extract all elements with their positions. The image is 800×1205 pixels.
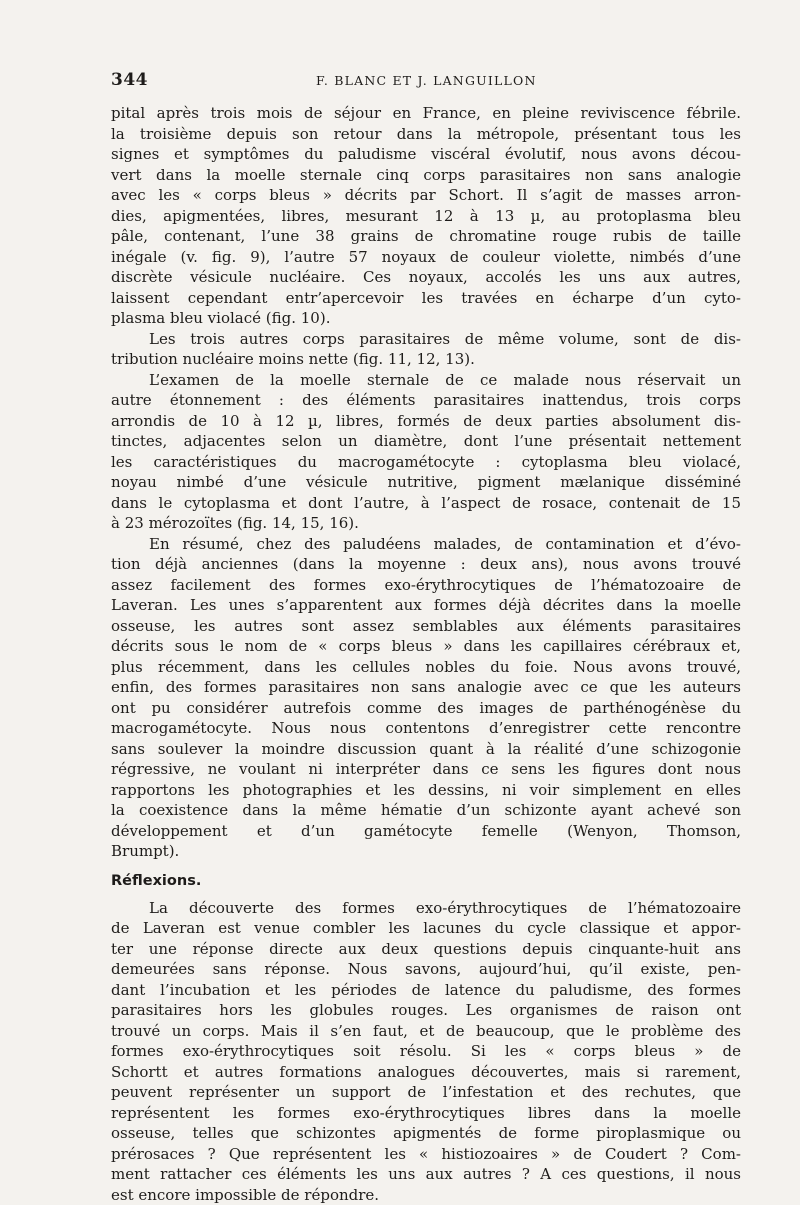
body-text <box>111 103 741 1205</box>
text-line: plasma bleu violacé (fig. 10). <box>111 308 741 329</box>
text-line: arrondis de 10 à 12 µ, libres, formés de deux parties absolument dis- <box>111 411 741 432</box>
text-line: ont pu considérer autrefois comme des images de parthénogénèse du <box>111 698 741 719</box>
text-line: plus récemment, dans les cellules nobles du foie. Nous avons trouvé, <box>111 657 741 678</box>
text-line: Laveran. Les unes s’apparentent aux formes déjà décrites dans la moelle <box>111 595 741 616</box>
paragraph <box>111 329 741 370</box>
text-line: ter une réponse directe aux deux questions depuis cinquante-huit ans <box>111 939 741 960</box>
text-line: décrits sous le nom de « corps bleus » dans les capillaires cérébraux et, <box>111 636 741 657</box>
paragraph <box>111 534 741 862</box>
text-line: macrogamétocyte. Nous nous contentons d’enregistrer cette rencontre <box>111 718 741 739</box>
text-line: vert dans la moelle sternale cinq corps parasitaires non sans analogie <box>111 165 741 186</box>
text-line: discrète vésicule nucléaire. Ces noyaux, accolés les uns aux autres, <box>111 267 741 288</box>
text-line: dant l’incubation et les périodes de latence du paludisme, des formes <box>111 980 741 1001</box>
text-line: autre étonnement : des éléments parasitaires inattendus, trois corps <box>111 390 741 411</box>
text-line: régressive, ne voulant ni interpréter dans ce sens les figures dont nous <box>111 759 741 780</box>
paragraph <box>111 370 741 534</box>
text-line: trouvé un corps. Mais il s’en faut, et de beaucoup, que le problème des <box>111 1021 741 1042</box>
text-line: tion déjà anciennes (dans la moyenne : deux ans), nous avons trouvé <box>111 554 741 575</box>
text-line: demeurées sans réponse. Nous savons, aujourd’hui, qu’il existe, pen- <box>111 959 741 980</box>
text-line: formes exo-érythrocytiques soit résolu. Si les « corps bleus » de <box>111 1041 741 1062</box>
text-line: représentent les formes exo-érythrocytiques libres dans la moelle <box>111 1103 741 1124</box>
text-line: enfin, des formes parasitaires non sans analogie avec ce que les auteurs <box>111 677 741 698</box>
text-line: La découverte des formes exo-érythrocytiques de l’hématozoaire <box>111 898 741 919</box>
text-line: est encore impossible de répondre. <box>111 1185 741 1205</box>
text-line: sans soulever la moindre discussion quant à la réalité d’une schizogonie <box>111 739 741 760</box>
text-line: la troisième depuis son retour dans la métropole, présentant tous les <box>111 124 741 145</box>
text-line: inégale (v. fig. 9), l’autre 57 noyaux de couleur violette, nimbés d’une <box>111 247 741 268</box>
text-line: développement et d’un gamétocyte femelle (Wenyon, Thomson, <box>111 821 741 842</box>
text-line: Schortt et autres formations analogues découvertes, mais si rarement, <box>111 1062 741 1083</box>
text-line: peuvent représenter un support de l’infestation et des rechutes, que <box>111 1082 741 1103</box>
text-line: de Laveran est venue combler les lacunes du cycle classique et appor- <box>111 918 741 939</box>
text-line: dans le cytoplasma et dont l’autre, à l’aspect de rosace, contenait de 15 <box>111 493 741 514</box>
text-line: signes et symptômes du paludisme viscéral évolutif, nous avons décou- <box>111 144 741 165</box>
text-line: tribution nucléaire moins nette (fig. 11, 12, 13). <box>111 349 741 370</box>
text-line: les caractéristiques du macrogamétocyte : cytoplasma bleu violacé, <box>111 452 741 473</box>
page-header <box>111 70 741 92</box>
text-line: avec les « corps bleus » décrits par Schort. Il s’agit de masses arron- <box>111 185 741 206</box>
text-line: à 23 mérozoïtes (fig. 14, 15, 16). <box>111 513 741 534</box>
paragraph <box>111 103 741 329</box>
text-line: prérosaces ? Que représentent les « histiozoaires » de Coudert ? Com- <box>111 1144 741 1165</box>
running-head: F. BLANC ET J. LANGUILLON <box>316 73 537 88</box>
text-line: dies, apigmentées, libres, mesurant 12 à 13 µ, au protoplasma bleu <box>111 206 741 227</box>
text-line: parasitaires hors les globules rouges. Les organismes de raison ont <box>111 1000 741 1021</box>
page-number: 344 <box>111 70 148 90</box>
text-line: rapportons les photographies et les dessins, ni voir simplement en elles <box>111 780 741 801</box>
text-line: assez facilement des formes exo-érythrocytiques de l’hématozoaire de <box>111 575 741 596</box>
text-line: laissent cependant entr’apercevoir les travées en écharpe d’un cyto- <box>111 288 741 309</box>
text-line: L’examen de la moelle sternale de ce malade nous réservait un <box>111 370 741 391</box>
text-line: osseuse, telles que schizontes apigmentés de forme piroplasmique ou <box>111 1123 741 1144</box>
section-heading: Réflexions. <box>111 862 741 898</box>
text-line: Brumpt). <box>111 841 741 862</box>
text-line: ment rattacher ces éléments les uns aux autres ? A ces questions, il nous <box>111 1164 741 1185</box>
text-line: tinctes, adjacentes selon un diamètre, dont l’une présentait nettement <box>111 431 741 452</box>
text-line: noyau nimbé d’une vésicule nutritive, pigment mælanique disséminé <box>111 472 741 493</box>
text-line: En résumé, chez des paludéens malades, de contamination et d’évo- <box>111 534 741 555</box>
text-line: osseuse, les autres sont assez semblables aux éléments parasitaires <box>111 616 741 637</box>
text-line: Les trois autres corps parasitaires de même volume, sont de dis- <box>111 329 741 350</box>
paragraph <box>111 898 741 1205</box>
text-line: pital après trois mois de séjour en France, en pleine reviviscence fébrile. <box>111 103 741 124</box>
text-line: la coexistence dans la même hématie d’un schizonte ayant achevé son <box>111 800 741 821</box>
text-line: pâle, contenant, l’une 38 grains de chromatine rouge rubis de taille <box>111 226 741 247</box>
